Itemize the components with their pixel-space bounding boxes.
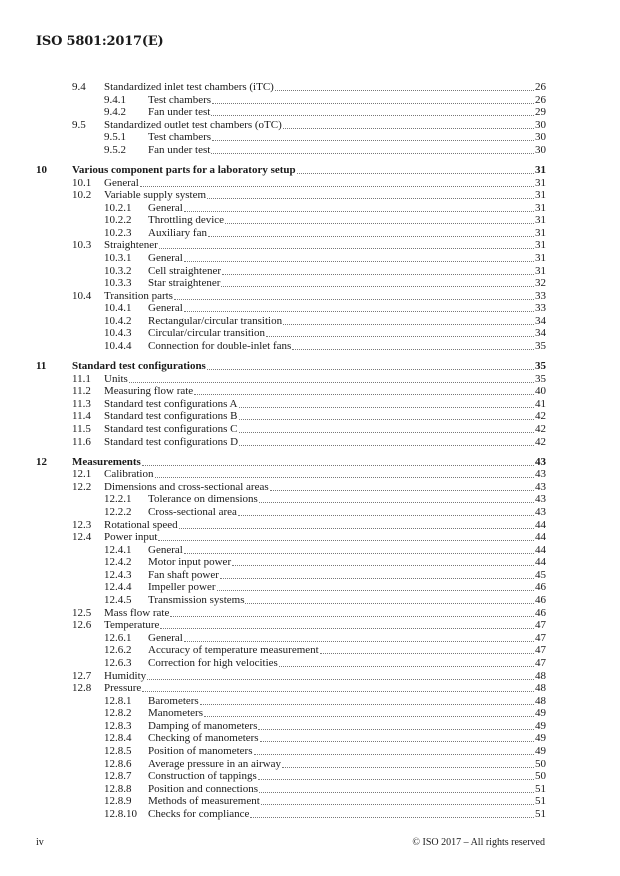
- dot-leader: [155, 468, 535, 478]
- toc-entry-page: 51: [535, 782, 546, 795]
- toc-entry-title[interactable]: Various component parts for a laboratory setup: [72, 163, 296, 176]
- toc-entry-title[interactable]: Methods of measurement: [148, 795, 260, 808]
- toc-entry[interactable]: [36, 239, 546, 252]
- toc-entry-page: 31: [535, 226, 546, 239]
- toc-entry[interactable]: [36, 373, 546, 386]
- toc-entry-page: 31: [535, 252, 546, 265]
- toc-entry-title[interactable]: Cell straightener: [148, 264, 222, 277]
- toc-entry[interactable]: [36, 340, 546, 353]
- dot-leader: [239, 423, 534, 433]
- toc-entry-title[interactable]: Transmission systems: [148, 594, 245, 607]
- dot-leader: [184, 544, 534, 554]
- toc-entry-page: 43: [535, 455, 546, 468]
- toc-entry-number: 10: [36, 163, 47, 176]
- toc-entry-number: 12.8.2: [104, 707, 132, 720]
- toc-entry-title[interactable]: Straightener: [104, 239, 158, 252]
- toc-entry-title[interactable]: Construction of tappings: [148, 770, 257, 783]
- toc-entry-title[interactable]: Standardized inlet test chambers (iTC): [104, 81, 274, 93]
- toc-entry-page: 51: [535, 795, 546, 808]
- toc-entry-page: 48: [535, 682, 546, 695]
- toc-entry-page: 26: [535, 81, 546, 93]
- toc-entry-number: 12: [36, 455, 47, 468]
- toc-entry[interactable]: [36, 131, 546, 144]
- toc-entry-title[interactable]: Damping of manometers: [148, 719, 258, 732]
- toc-entry-title[interactable]: Cross-sectional area: [148, 506, 237, 518]
- toc-entry-number: 11: [36, 360, 47, 373]
- toc-entry-page: 44: [535, 556, 546, 569]
- toc-entry-title[interactable]: Position and connections: [148, 782, 258, 795]
- dot-leader: [221, 277, 534, 287]
- toc-entry-page: 31: [535, 189, 546, 202]
- toc-entry-number: 12.4.4: [104, 581, 132, 594]
- toc-entry-number: 12.8.7: [104, 770, 132, 783]
- toc-entry-title[interactable]: Impeller power: [148, 581, 216, 594]
- dot-leader: [270, 481, 534, 491]
- toc-entry-number: 11.3: [72, 397, 91, 410]
- dot-leader: [207, 189, 534, 199]
- toc-entry-page: 49: [535, 732, 546, 745]
- toc-section: [36, 81, 546, 156]
- toc-entry-title[interactable]: Temperature: [104, 619, 160, 632]
- toc-entry-title[interactable]: Rectangular/circular transition: [148, 314, 283, 327]
- toc-entry[interactable]: [36, 106, 546, 119]
- toc-entry-page: 43: [535, 468, 546, 481]
- toc-entry-page: 26: [535, 93, 546, 106]
- toc-entry[interactable]: [36, 214, 546, 227]
- dot-leader: [212, 131, 534, 141]
- toc-entry-page: 29: [535, 106, 546, 119]
- toc-entry[interactable]: [36, 670, 546, 683]
- toc-entry-number: 11.1: [72, 372, 91, 385]
- toc-entry-page: 47: [535, 631, 546, 644]
- toc-entry-number: 12.6.1: [104, 631, 132, 644]
- toc-entry-title[interactable]: Test chambers: [148, 131, 212, 144]
- toc-entry-title[interactable]: Standardized outlet test chambers (oTC): [104, 118, 282, 131]
- toc-entry[interactable]: [36, 783, 546, 796]
- toc-entry[interactable]: [36, 315, 546, 328]
- toc-entry-page: 33: [535, 302, 546, 315]
- toc-entry-page: 47: [535, 656, 546, 669]
- toc-entry-number: 10.3.3: [104, 277, 132, 290]
- toc-entry[interactable]: [36, 290, 546, 303]
- toc-entry-number: 11.6: [72, 435, 91, 448]
- toc-entry-number: 9.4: [72, 81, 86, 93]
- toc-entry[interactable]: [36, 644, 546, 657]
- toc-entry-title[interactable]: Standard test configurations C: [104, 423, 238, 436]
- toc-entry-page: 30: [535, 118, 546, 131]
- toc-entry-title[interactable]: Fan under test: [148, 106, 211, 119]
- dot-leader: [292, 340, 534, 350]
- toc-entry[interactable]: [36, 531, 546, 544]
- toc-entry-title[interactable]: Position of manometers: [148, 744, 253, 757]
- toc-entry-number: 12.2.1: [104, 493, 132, 506]
- toc-entry-number: 12.8.3: [104, 719, 132, 732]
- toc-entry[interactable]: [36, 556, 546, 569]
- toc-entry-number: 12.8.1: [104, 694, 132, 707]
- toc-entry-title[interactable]: Transition parts: [104, 289, 173, 302]
- toc-entry-title[interactable]: Dimensions and cross-sectional areas: [104, 480, 269, 493]
- toc-entry-number: 12.6.3: [104, 656, 132, 669]
- toc-entry-page: 49: [535, 744, 546, 757]
- table-of-contents: [36, 81, 546, 820]
- dot-leader: [259, 783, 534, 793]
- toc-entry-number: 9.4.2: [104, 106, 126, 119]
- dot-leader: [170, 607, 534, 617]
- toc-entry-title[interactable]: Average pressure in an airway: [148, 757, 281, 770]
- toc-entry-title[interactable]: Barometers: [148, 694, 199, 707]
- toc-entry-page: 46: [535, 594, 546, 607]
- dot-leader: [239, 410, 534, 420]
- dot-leader: [208, 227, 534, 237]
- dot-leader: [159, 239, 534, 249]
- toc-entry-title[interactable]: Circular/circular transition: [148, 327, 265, 340]
- dot-leader: [207, 360, 534, 370]
- toc-entry-number: 12.4.1: [104, 543, 132, 556]
- toc-entry-number: 10.4.1: [104, 302, 132, 315]
- toc-entry[interactable]: [36, 277, 546, 290]
- toc-entry-number: 11.5: [72, 423, 91, 436]
- toc-entry[interactable]: [36, 493, 546, 506]
- toc-entry-title[interactable]: General: [148, 543, 183, 556]
- toc-entry[interactable]: [36, 456, 546, 469]
- dot-leader: [225, 214, 534, 224]
- dot-leader: [283, 119, 534, 129]
- dot-leader: [320, 644, 534, 654]
- toc-entry-title[interactable]: General: [148, 201, 183, 214]
- dot-leader: [275, 81, 534, 91]
- toc-entry-title[interactable]: Motor input power: [148, 556, 232, 569]
- dot-leader: [184, 632, 534, 642]
- toc-entry-number: 12.8.8: [104, 782, 132, 795]
- toc-entry-title[interactable]: Manometers: [148, 707, 203, 720]
- toc-entry[interactable]: [36, 177, 546, 190]
- toc-entry-number: 12.8.10: [104, 807, 137, 820]
- dot-leader: [222, 265, 534, 275]
- toc-entry-page: 44: [535, 543, 546, 556]
- toc-entry-title[interactable]: Measuring flow rate: [104, 385, 194, 398]
- dot-leader: [282, 758, 534, 768]
- toc-entry-number: 10.2.1: [104, 201, 132, 214]
- toc-entry-title[interactable]: Throttling device: [148, 214, 225, 227]
- toc-entry-number: 10.4.2: [104, 314, 132, 327]
- toc-entry-title[interactable]: Variable supply system: [104, 189, 207, 202]
- toc-entry-number: 11.4: [72, 410, 91, 423]
- toc-entry[interactable]: [36, 594, 546, 607]
- toc-entry-page: 31: [535, 214, 546, 227]
- toc-entry-number: 12.7: [72, 669, 92, 682]
- toc-entry-page: 46: [535, 581, 546, 594]
- toc-entry-page: 43: [535, 493, 546, 506]
- toc-entry[interactable]: [36, 745, 546, 758]
- toc-entry[interactable]: [36, 720, 546, 733]
- toc-entry[interactable]: [36, 302, 546, 315]
- toc-entry-number: 12.8.5: [104, 744, 132, 757]
- toc-entry-title[interactable]: Auxiliary fan: [148, 226, 207, 239]
- dot-leader: [250, 808, 534, 818]
- toc-entry[interactable]: [36, 695, 546, 708]
- toc-entry-title[interactable]: Fan under test: [148, 143, 211, 156]
- toc-entry-page: 50: [535, 770, 546, 783]
- toc-entry-number: 10.2.2: [104, 214, 132, 227]
- toc-entry-number: 12.6.2: [104, 644, 132, 657]
- toc-entry-page: 35: [535, 340, 546, 353]
- toc-entry[interactable]: [36, 569, 546, 582]
- toc-entry[interactable]: [36, 94, 546, 107]
- toc-entry[interactable]: [36, 544, 546, 557]
- toc-entry-page: 44: [535, 518, 546, 531]
- toc-entry[interactable]: [36, 481, 546, 494]
- toc-entry-page: 41: [535, 397, 546, 410]
- toc-entry-page: 47: [535, 619, 546, 632]
- toc-entry-number: 12.2: [72, 480, 92, 493]
- dot-leader: [174, 290, 534, 300]
- toc-entry-title[interactable]: Fan shaft power: [148, 568, 219, 581]
- toc-entry-title[interactable]: Measurements: [72, 455, 141, 468]
- toc-entry[interactable]: [36, 506, 546, 519]
- dot-leader: [259, 493, 534, 503]
- dot-leader: [258, 770, 534, 780]
- dot-leader: [211, 106, 534, 116]
- toc-section: [36, 360, 546, 448]
- toc-entry-page: 48: [535, 694, 546, 707]
- toc-entry-title[interactable]: Standard test configurations A: [104, 397, 238, 410]
- toc-entry-number: 10.4.4: [104, 340, 132, 353]
- toc-entry[interactable]: [36, 770, 546, 783]
- toc-section: [36, 456, 546, 821]
- toc-entry[interactable]: [36, 398, 546, 411]
- dot-leader: [158, 531, 534, 541]
- toc-entry-number: 12.8.4: [104, 732, 132, 745]
- toc-entry-number: 12.6: [72, 619, 92, 632]
- toc-entry-number: 10.4: [72, 289, 92, 302]
- toc-entry-title[interactable]: Star straightener: [148, 277, 221, 290]
- dot-leader: [239, 436, 534, 446]
- toc-entry-number: 12.8.6: [104, 757, 132, 770]
- toc-entry-page: 49: [535, 707, 546, 720]
- toc-entry-page: 42: [535, 435, 546, 448]
- toc-entry-page: 44: [535, 531, 546, 544]
- toc-entry-page: 49: [535, 719, 546, 732]
- toc-entry-title[interactable]: Standard test configurations: [72, 360, 206, 373]
- dot-leader: [160, 619, 534, 629]
- toc-entry-number: 12.3: [72, 518, 92, 531]
- toc-entry[interactable]: [36, 632, 546, 645]
- toc-entry-title[interactable]: Correction for high velocities: [148, 656, 278, 669]
- dot-leader: [279, 657, 534, 667]
- toc-entry-title[interactable]: Pressure: [104, 682, 142, 695]
- toc-entry-page: 42: [535, 423, 546, 436]
- toc-entry-number: 9.5: [72, 118, 86, 131]
- toc-entry-title[interactable]: General: [148, 302, 183, 315]
- toc-entry-title[interactable]: Checking of manometers: [148, 732, 259, 745]
- toc-entry[interactable]: [36, 164, 546, 177]
- toc-entry-title[interactable]: Accuracy of temperature measurement: [148, 644, 319, 657]
- toc-entry-page: 31: [535, 163, 546, 176]
- toc-entry[interactable]: [36, 202, 546, 215]
- toc-entry-page: 43: [535, 480, 546, 493]
- toc-entry[interactable]: [36, 410, 546, 423]
- toc-entry[interactable]: [36, 682, 546, 695]
- toc-entry[interactable]: [36, 144, 546, 157]
- toc-entry-page: 31: [535, 264, 546, 277]
- toc-entry-title[interactable]: Humidity: [104, 669, 147, 682]
- toc-entry-page: 48: [535, 669, 546, 682]
- dot-leader: [140, 177, 534, 187]
- toc-entry[interactable]: [36, 581, 546, 594]
- toc-entry-number: 12.4: [72, 531, 92, 544]
- toc-entry-title[interactable]: General: [148, 252, 183, 265]
- toc-entry-number: 12.1: [72, 468, 92, 481]
- toc-entry-number: 10.1: [72, 176, 92, 189]
- document-header: ISO 5801:2017(E): [36, 34, 164, 49]
- toc-entry[interactable]: [36, 360, 546, 373]
- toc-entry-number: 12.4.3: [104, 568, 132, 581]
- dot-leader: [258, 720, 534, 730]
- toc-entry[interactable]: [36, 519, 546, 532]
- dot-leader: [184, 302, 534, 312]
- page-number: iv: [36, 837, 44, 848]
- dot-leader: [239, 398, 534, 408]
- dot-leader: [142, 456, 534, 466]
- toc-entry-number: 12.8: [72, 682, 92, 695]
- toc-entry-page: 34: [535, 314, 546, 327]
- toc-entry-title[interactable]: Units: [104, 372, 128, 385]
- toc-entry[interactable]: [36, 189, 546, 202]
- toc-entry-page: 31: [535, 239, 546, 252]
- toc-entry-title[interactable]: Tolerance on dimensions: [148, 493, 258, 506]
- toc-entry-page: 42: [535, 410, 546, 423]
- dot-leader: [142, 682, 534, 692]
- toc-entry-title[interactable]: Rotational speed: [104, 518, 178, 531]
- toc-entry-title[interactable]: General: [104, 176, 139, 189]
- toc-entry-number: 10.4.3: [104, 327, 132, 340]
- dot-leader: [184, 252, 534, 262]
- toc-entry[interactable]: [36, 619, 546, 632]
- toc-entry[interactable]: [36, 119, 546, 132]
- dot-leader: [212, 94, 534, 104]
- dot-leader: [283, 315, 534, 325]
- toc-entry-page: 43: [535, 506, 546, 518]
- toc-entry-title[interactable]: General: [148, 631, 183, 644]
- toc-entry-title[interactable]: Standard test configurations D: [104, 435, 239, 448]
- toc-entry[interactable]: [36, 252, 546, 265]
- toc-entry-page: 32: [535, 277, 546, 290]
- toc-entry[interactable]: [36, 227, 546, 240]
- toc-entry-number: 9.5.2: [104, 143, 126, 156]
- toc-entry[interactable]: [36, 81, 546, 94]
- dot-leader: [260, 732, 534, 742]
- toc-entry-page: 35: [535, 372, 546, 385]
- toc-entry-title[interactable]: Test chambers: [148, 93, 212, 106]
- copyright-notice: © ISO 2017 – All rights reserved: [412, 837, 545, 848]
- toc-entry-number: 12.2.2: [104, 506, 132, 518]
- dot-leader: [261, 795, 534, 805]
- toc-entry-page: 45: [535, 568, 546, 581]
- toc-entry[interactable]: [36, 265, 546, 278]
- toc-entry[interactable]: [36, 758, 546, 771]
- toc-entry-page: 30: [535, 131, 546, 144]
- dot-leader: [217, 581, 535, 591]
- dot-leader: [179, 519, 534, 529]
- toc-entry-title[interactable]: Connection for double-inlet fans: [148, 340, 292, 353]
- toc-entry-page: 35: [535, 360, 546, 373]
- toc-entry-title[interactable]: Checks for compliance: [148, 807, 250, 820]
- dot-leader: [297, 164, 534, 174]
- toc-entry-number: 10.3.2: [104, 264, 132, 277]
- dot-leader: [238, 506, 534, 516]
- toc-section: [36, 164, 546, 353]
- toc-entry[interactable]: [36, 327, 546, 340]
- dot-leader: [220, 569, 534, 579]
- toc-entry-number: 10.3: [72, 239, 92, 252]
- toc-entry-page: 50: [535, 757, 546, 770]
- dot-leader: [184, 202, 534, 212]
- toc-entry[interactable]: [36, 607, 546, 620]
- toc-entry-number: 9.5.1: [104, 131, 126, 144]
- toc-entry[interactable]: [36, 436, 546, 449]
- dot-leader: [232, 556, 534, 566]
- toc-entry-number: 11.2: [72, 385, 91, 398]
- toc-entry-title[interactable]: Standard test configurations B: [104, 410, 238, 423]
- dot-leader: [147, 670, 534, 680]
- dot-leader: [245, 594, 534, 604]
- toc-entry-title[interactable]: Power input: [104, 531, 158, 544]
- toc-entry-page: 30: [535, 143, 546, 156]
- dot-leader: [211, 144, 534, 154]
- toc-entry-page: 33: [535, 289, 546, 302]
- dot-leader: [204, 707, 534, 717]
- toc-entry[interactable]: [36, 468, 546, 481]
- toc-entry-page: 40: [535, 385, 546, 398]
- toc-entry-page: 34: [535, 327, 546, 340]
- toc-entry-title[interactable]: Mass flow rate: [104, 606, 170, 619]
- toc-entry-page: 46: [535, 606, 546, 619]
- toc-entry-number: 12.5: [72, 606, 92, 619]
- dot-leader: [266, 327, 534, 337]
- dot-leader: [194, 385, 534, 395]
- toc-entry-page: 31: [535, 201, 546, 214]
- toc-entry-number: 12.4.5: [104, 594, 132, 607]
- toc-entry-page: 51: [535, 807, 546, 820]
- toc-entry-title[interactable]: Calibration: [104, 468, 154, 481]
- toc-entry[interactable]: [36, 423, 546, 436]
- toc-entry[interactable]: [36, 808, 546, 821]
- toc-entry-page: 31: [535, 176, 546, 189]
- toc-entry-number: 10.2.3: [104, 226, 132, 239]
- toc-entry[interactable]: [36, 795, 546, 808]
- toc-entry-number: 9.4.1: [104, 93, 126, 106]
- toc-entry[interactable]: [36, 385, 546, 398]
- toc-entry[interactable]: [36, 732, 546, 745]
- toc-entry-page: 47: [535, 644, 546, 657]
- dot-leader: [254, 745, 535, 755]
- dot-leader: [129, 373, 534, 383]
- toc-entry[interactable]: [36, 707, 546, 720]
- toc-entry[interactable]: [36, 657, 546, 670]
- toc-entry-number: 10.3.1: [104, 252, 132, 265]
- toc-entry-number: 12.4.2: [104, 556, 132, 569]
- toc-entry-number: 10.2: [72, 189, 92, 202]
- dot-leader: [200, 695, 534, 705]
- toc-entry-number: 12.8.9: [104, 795, 132, 808]
